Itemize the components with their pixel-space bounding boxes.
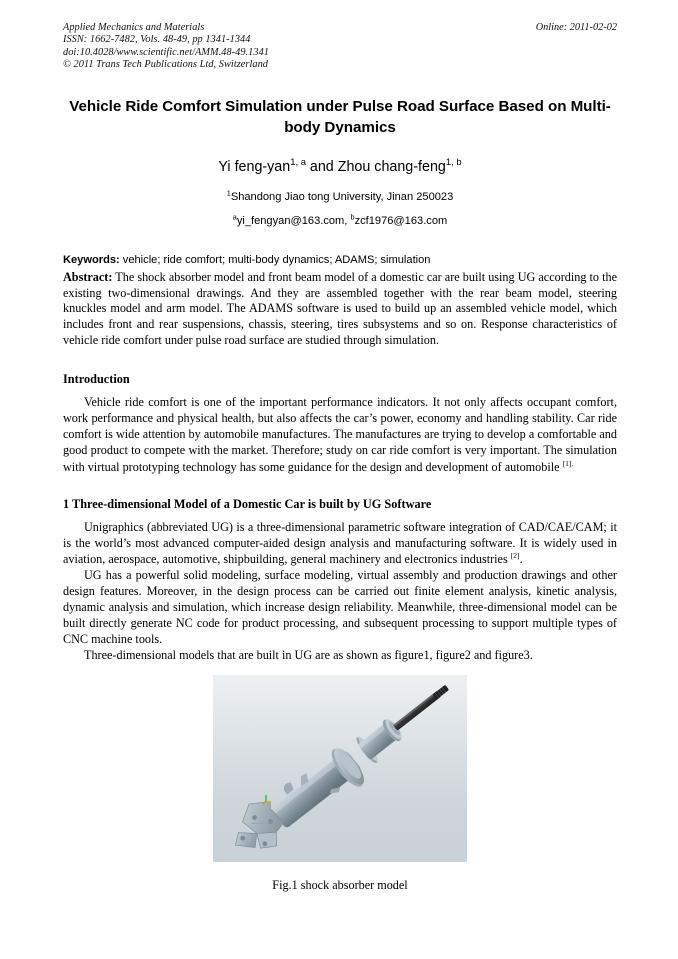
citation-ref: [1]. bbox=[562, 458, 574, 468]
email-two-superscript: b bbox=[350, 212, 355, 222]
journal-metadata bbox=[63, 22, 617, 72]
page-content bbox=[63, 22, 617, 893]
abstract-block bbox=[63, 270, 617, 350]
email-two: zcf1976@163.com bbox=[354, 215, 448, 227]
author-two-name: Zhou chang-feng bbox=[337, 159, 446, 175]
online-date: Online: 2011-02-02 bbox=[535, 22, 617, 33]
author-one-superscript: 1, a bbox=[290, 156, 306, 168]
author-two-superscript: 1, b bbox=[445, 156, 462, 168]
paragraph-text-after: . bbox=[519, 551, 523, 566]
citation-ref: [2] bbox=[510, 550, 520, 560]
journal-doi: doi:10.4028/www.scientific.net/AMM.48-49.1341 bbox=[63, 46, 269, 58]
journal-header bbox=[63, 22, 617, 80]
author-conjunction: and bbox=[305, 159, 338, 175]
affiliation-line bbox=[63, 190, 617, 205]
shock-absorber-cad-model bbox=[213, 675, 467, 862]
affiliation-text: Shandong Jiao tong University, Jinan 250023 bbox=[230, 191, 454, 203]
paragraph-section1-2 bbox=[63, 567, 617, 647]
paragraph-section1-1 bbox=[63, 519, 617, 567]
abstract-text: The shock absorber model and front beam model of a domestic car are built using UG according to the existing two-dimensional drawings. And they are assembled together with the rear beam model, steering knuckles model and arm model. The ADAMS software is used to build up an assembled vehicle model, which includes front and rear suspensions, chassis, steering, tires subsystems and so on. Response characteristics of vehicle ride comfort under pulse road surface are studied through simulation. bbox=[63, 269, 617, 348]
paragraph-text: Three-dimensional models that are built in UG are as shown as figure1, figure2 and figure3. bbox=[84, 648, 533, 663]
paragraph-section1-3 bbox=[63, 647, 617, 663]
keywords-label: Keywords: bbox=[63, 254, 120, 266]
journal-name: Applied Mechanics and Materials bbox=[63, 22, 205, 33]
section-heading-introduction: Introduction bbox=[63, 372, 130, 387]
email-one: yi_fengyan@163.com, bbox=[236, 215, 348, 227]
paragraph-text: Unigraphics (abbreviated UG) is a three-dimensional parametric software integration of CAD/CAE/CAM; it is the world’s most advanced computer-aided design analysis and manufacturing software. It is widely used in aviation, aerospace, automotive, shipbuilding, general machinery and electronics industries bbox=[63, 519, 617, 566]
section-heading-1: 1 Three-dimensional Model of a Domestic Car is built by UG Software bbox=[63, 496, 432, 511]
paragraph-introduction-1 bbox=[63, 394, 617, 474]
email-one-superscript: a bbox=[232, 212, 237, 222]
abstract-label: Abstract: bbox=[63, 269, 113, 284]
paper-title: Vehicle Ride Comfort Simulation under Pulse Road Surface Based on Multi-body Dynamics bbox=[69, 98, 611, 136]
paragraph-text: UG has a powerful solid modeling, surface modeling, virtual assembly and production drawings and other design features. Moreover, in the design process can be carried out finite element analysis, kinetic analysis, dynamic analysis and simulation, which increase design reliability. Meanwhile, three-dimensional model can be built directly generate NC code for product processing, and subsequent processing to support multiple types of CNC machine tools. bbox=[63, 567, 617, 647]
shock-absorber-svg bbox=[213, 675, 467, 862]
figure-1-caption: Fig.1 shock absorber model bbox=[272, 878, 408, 893]
journal-issn: ISSN: 1662-7482, Vols. 48-49, pp 1341-1344 bbox=[63, 34, 251, 46]
author-line bbox=[63, 158, 617, 176]
paragraph-text: Vehicle ride comfort is one of the important performance indicators. It not only affects occupant comfort, work performance and physical health, but also affects the car’s power, economy and handling stability. Car ride comfort is wide attention by automobile manufactures. The manufactures are trying to develop a comfortable and good product to compete with the market. Therefore; study on car ride comfort is very important. The simulation with virtual prototyping technology has some guidance for the design and development of automobile bbox=[63, 395, 617, 474]
figure-1-wrapper bbox=[63, 675, 617, 893]
keywords-line bbox=[63, 253, 617, 269]
affiliation-superscript: 1 bbox=[226, 188, 231, 198]
keywords-text: vehicle; ride comfort; multi-body dynamics; ADAMS; simulation bbox=[119, 254, 431, 266]
author-one-name: Yi feng-yan bbox=[218, 159, 291, 175]
journal-copyright: © 2011 Trans Tech Publications Ltd, Switzerland bbox=[63, 59, 268, 71]
email-line bbox=[63, 214, 617, 229]
